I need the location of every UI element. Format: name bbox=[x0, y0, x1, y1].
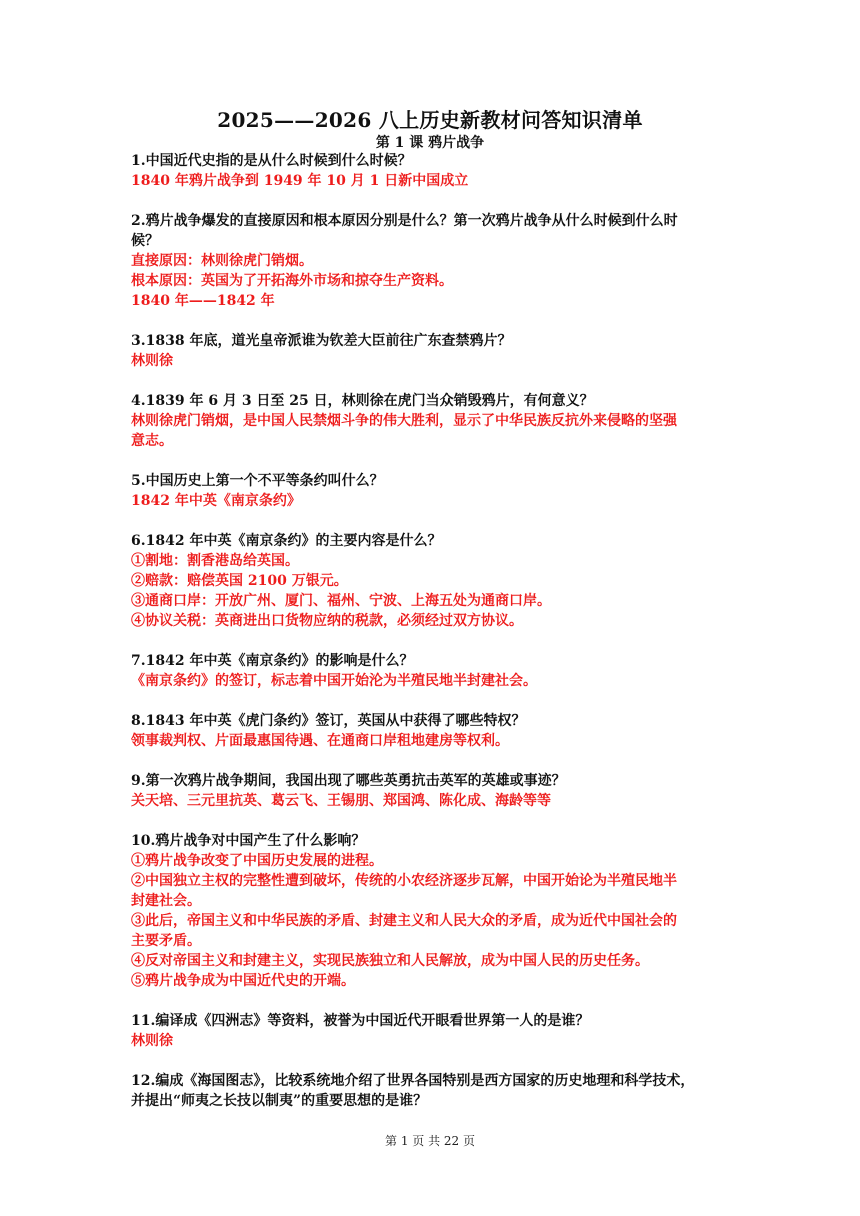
answer-line: 林则徐 bbox=[131, 353, 173, 369]
page-title: 2025——2026 八上历史新教材问答知识清单 bbox=[217, 108, 643, 132]
question-line: 9.第一次鸦片战争期间，我国出现了哪些英勇抗击英军的英雄或事迹？ bbox=[131, 773, 566, 789]
answer-line: 主要矛盾。 bbox=[131, 933, 201, 949]
question-line: 2.鸦片战争爆发的直接原因和根本原因分别是什么？第一次鸦片战争从什么时候到什么时 bbox=[131, 213, 678, 229]
answer-line: 1840 年鸦片战争到 1949 年 10 月 1 日新中国成立 bbox=[131, 173, 469, 189]
answer-line: 1840 年——1842 年 bbox=[131, 293, 275, 309]
answer-line: ④反对帝国主义和封建主义，实现民族独立和人民解放，成为中国人民的历史任务。 bbox=[131, 953, 649, 969]
question-line: 7.1842 年中英《南京条约》的影响是什么？ bbox=[131, 653, 414, 669]
question-line: 并提出“师夷之长技以制夷”的重要思想的是谁？ bbox=[131, 1093, 428, 1109]
answer-line: 领事裁判权、片面最惠国待遇、在通商口岸租地建房等权利。 bbox=[131, 733, 509, 749]
answer-line: ①割地：割香港岛给英国。 bbox=[131, 553, 299, 569]
answer-line: ④协议关税：英商进出口货物应纳的税款，必须经过双方协议。 bbox=[131, 613, 523, 629]
qa-item bbox=[131, 531, 731, 631]
qa-item bbox=[131, 1011, 731, 1051]
answer-line: 直接原因：林则徐虎门销烟。 bbox=[131, 253, 313, 269]
answer-line: 关天培、三元里抗英、葛云飞、王锡朋、郑国鸿、陈化成、海龄等等 bbox=[131, 793, 551, 809]
qa-item bbox=[131, 831, 731, 991]
answer-line: ②赔款：赔偿英国 2100 万银元。 bbox=[131, 573, 348, 589]
qa-item bbox=[131, 471, 731, 511]
answer-line: ③通商口岸：开放广州、厦门、福州、宁波、上海五处为通商口岸。 bbox=[131, 593, 551, 609]
page-footer: 第 1 页 共 22 页 bbox=[385, 1134, 475, 1148]
qa-item bbox=[131, 391, 731, 451]
answer-line: 《南京条约》的签订，标志着中国开始沦为半殖民地半封建社会。 bbox=[131, 673, 537, 689]
question-line: 4.1839 年 6 月 3 日至 25 日，林则徐在虎门当众销毁鸦片，有何意义？ bbox=[131, 393, 594, 409]
answer-line: 林则徐 bbox=[131, 1033, 173, 1049]
answer-line: ⑤鸦片战争成为中国近代史的开端。 bbox=[131, 973, 355, 989]
qa-item bbox=[131, 211, 731, 311]
qa-item bbox=[131, 711, 731, 751]
question-line: 8.1843 年中英《虎门条约》签订，英国从中获得了哪些特权？ bbox=[131, 713, 526, 729]
answer-line: ②中国独立主权的完整性遭到破坏，传统的小农经济逐步瓦解，中国开始论为半殖民地半 bbox=[131, 873, 677, 889]
qa-item bbox=[131, 331, 731, 371]
question-line: 3.1838 年底，道光皇帝派谁为钦差大臣前往广东查禁鸦片？ bbox=[131, 333, 512, 349]
answer-line: 封建社会。 bbox=[131, 893, 201, 909]
question-line: 6.1842 年中英《南京条约》的主要内容是什么？ bbox=[131, 533, 442, 549]
question-line: 12.编成《海国图志》，比较系统地介绍了世界各国特别是西方国家的历史地理和科学技术， bbox=[131, 1073, 695, 1089]
qa-list bbox=[131, 151, 731, 1131]
answer-line: ①鸦片战争改变了中国历史发展的进程。 bbox=[131, 853, 383, 869]
question-line: 候？ bbox=[131, 233, 159, 249]
answer-line: 1842 年中英《南京条约》 bbox=[131, 493, 301, 509]
question-line: 1.中国近代史指的是从什么时候到什么时候？ bbox=[131, 153, 412, 169]
qa-item bbox=[131, 651, 731, 691]
answer-line: 意志。 bbox=[131, 433, 173, 449]
question-line: 10.鸦片战争对中国产生了什么影响？ bbox=[131, 833, 366, 849]
qa-item bbox=[131, 1071, 731, 1111]
lesson-heading: 第 1 课 鸦片战争 bbox=[375, 135, 485, 151]
question-line: 5.中国历史上第一个不平等条约叫什么？ bbox=[131, 473, 384, 489]
answer-line: 林则徐虎门销烟，是中国人民禁烟斗争的伟大胜利，显示了中华民族反抗外来侵略的坚强 bbox=[131, 413, 677, 429]
answer-line: ③此后，帝国主义和中华民族的矛盾、封建主义和人民大众的矛盾，成为近代中国社会的 bbox=[131, 913, 677, 929]
question-line: 11.编译成《四洲志》等资料，被誉为中国近代开眼看世界第一人的是谁？ bbox=[131, 1013, 590, 1029]
answer-line: 根本原因：英国为了开拓海外市场和掠夺生产资料。 bbox=[131, 273, 453, 289]
qa-item bbox=[131, 771, 731, 811]
qa-item bbox=[131, 151, 731, 191]
